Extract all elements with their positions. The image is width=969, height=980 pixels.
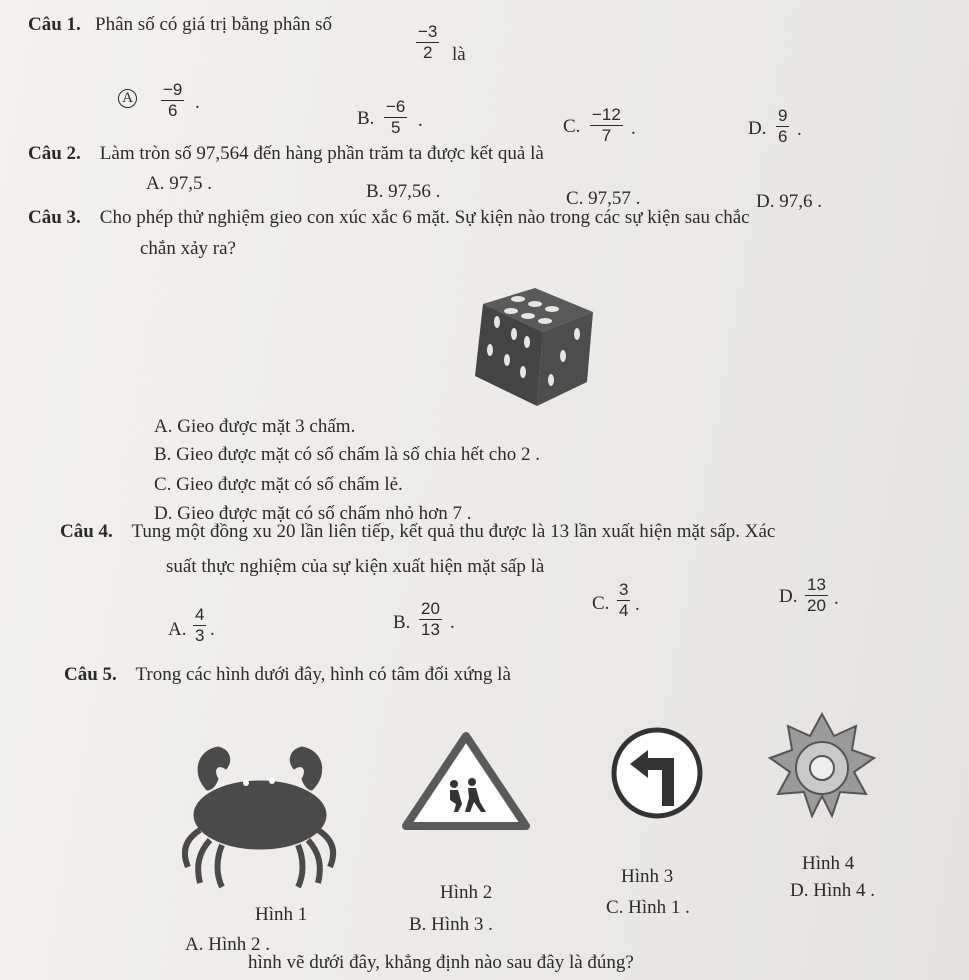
q3-label: Câu 3. bbox=[28, 207, 81, 228]
crab-eye bbox=[243, 780, 249, 786]
q4-option-b[interactable]: B. bbox=[393, 612, 411, 633]
question-3 bbox=[28, 207, 750, 229]
q5-option-a[interactable]: A. Hình 2 . bbox=[185, 934, 270, 955]
q1-option-b[interactable]: B. bbox=[357, 108, 375, 129]
q1-b-den: 5 bbox=[390, 118, 401, 137]
warning-sign-image bbox=[402, 732, 530, 832]
q1-c-tail: . bbox=[631, 118, 636, 139]
flower-image bbox=[768, 712, 876, 820]
q2-option-b[interactable]: B. 97,56 . bbox=[366, 181, 441, 202]
q1-c-num: −12 bbox=[592, 105, 621, 124]
q4-d-frac bbox=[805, 575, 828, 616]
q5-text: Trong các hình dưới đây, hình có tâm đối xứng là bbox=[135, 664, 511, 685]
q4-a-frac bbox=[193, 605, 206, 646]
q1-frac-num: −3 bbox=[418, 22, 438, 41]
question-5 bbox=[64, 664, 511, 686]
q1-c-frac bbox=[590, 105, 623, 146]
crab-left-claw bbox=[198, 747, 230, 790]
q4-d-num: 13 bbox=[807, 575, 826, 594]
q4-b-tail: . bbox=[450, 612, 455, 633]
question-6-partial: hình vẽ dưới đây, khẳng định nào sau đây là đúng? bbox=[248, 952, 634, 973]
q5-option-d[interactable]: D. Hình 4 . bbox=[790, 880, 875, 901]
q1-a-label: A bbox=[118, 89, 137, 108]
q4-b-den: 13 bbox=[421, 620, 440, 639]
q4-option-a[interactable]: A. bbox=[168, 619, 187, 640]
triangle-border bbox=[406, 736, 526, 826]
q3-option-b[interactable]: B. Gieo được mặt có số chấm là số chia hết cho 2 . bbox=[154, 444, 540, 465]
fig4-caption: Hình 4 bbox=[802, 853, 855, 874]
q1-d-num: 9 bbox=[778, 106, 788, 125]
q4-option-d[interactable]: D. bbox=[779, 586, 798, 607]
q1-option-a[interactable] bbox=[118, 86, 137, 108]
q1-b-frac bbox=[384, 97, 407, 138]
q5-label: Câu 5. bbox=[64, 664, 117, 685]
q4-label: Câu 4. bbox=[60, 521, 113, 542]
q1-label: Câu 1. bbox=[28, 14, 81, 35]
flower-center bbox=[810, 756, 834, 780]
q1-option-c[interactable]: C. bbox=[563, 116, 581, 137]
q1-d-tail: . bbox=[797, 119, 802, 140]
q1-a-tail: . bbox=[195, 92, 200, 113]
turn-left-sign-image bbox=[608, 724, 706, 822]
q4-d-den: 20 bbox=[807, 596, 826, 615]
fig3-caption: Hình 3 bbox=[621, 866, 674, 887]
q5-option-c[interactable]: C. Hình 1 . bbox=[606, 897, 690, 918]
q4-a-tail: . bbox=[210, 619, 215, 640]
question-2 bbox=[28, 143, 544, 165]
crab-right-claw bbox=[290, 747, 321, 790]
q3-option-c[interactable]: C. Gieo được mặt có số chấm lẻ. bbox=[154, 474, 403, 495]
q1-fraction bbox=[416, 22, 439, 63]
q3-line2: chắn xảy ra? bbox=[140, 238, 236, 259]
crab-body bbox=[194, 781, 326, 849]
q2-label: Câu 2. bbox=[28, 143, 81, 164]
q4-option-c[interactable]: C. bbox=[592, 593, 610, 614]
sign-circle bbox=[614, 730, 700, 816]
q1-b-tail: . bbox=[418, 110, 423, 131]
q2-option-c[interactable]: C. 97,57 . bbox=[566, 188, 641, 209]
q1-frac-den: 2 bbox=[422, 43, 433, 62]
q1-d-frac bbox=[776, 106, 789, 147]
q1-a-num: −9 bbox=[163, 80, 183, 99]
q4-a-num: 4 bbox=[195, 605, 205, 624]
dice-image bbox=[455, 282, 605, 412]
q1-d-den: 6 bbox=[778, 127, 788, 146]
q1-text: Phân số có giá trị bằng phân số bbox=[95, 14, 332, 35]
question-4 bbox=[60, 521, 775, 543]
q4-c-den: 4 bbox=[619, 601, 629, 620]
q3-option-a[interactable]: A. Gieo được mặt 3 chấm. bbox=[154, 416, 356, 437]
crab-eye bbox=[269, 778, 275, 784]
q4-line1: Tung một đồng xu 20 lần liên tiếp, kết quả thu được là 13 lần xuất hiện mặt sấp. Xác bbox=[131, 521, 776, 542]
q2-option-a[interactable]: A. 97,5 . bbox=[146, 173, 212, 194]
q4-c-tail: . bbox=[635, 594, 640, 615]
q4-b-num: 20 bbox=[421, 599, 440, 618]
q2-text: Làm tròn số 97,564 đến hàng phần trăm ta được kết quả là bbox=[99, 143, 544, 164]
question-1 bbox=[28, 14, 332, 36]
q4-b-frac bbox=[419, 599, 442, 640]
fig2-caption: Hình 2 bbox=[440, 882, 493, 903]
q4-d-tail: . bbox=[834, 588, 839, 609]
q5-option-b[interactable]: B. Hình 3 . bbox=[409, 914, 493, 935]
fig1-caption: Hình 1 bbox=[255, 904, 308, 925]
q4-a-den: 3 bbox=[195, 626, 205, 645]
q1-c-den: 7 bbox=[601, 126, 612, 145]
q1-option-d[interactable]: D. bbox=[748, 118, 767, 139]
q4-c-num: 3 bbox=[619, 580, 629, 599]
q1-b-num: −6 bbox=[386, 97, 406, 116]
q4-line2: suất thực nghiệm của sự kiện xuất hiện mặt sấp là bbox=[166, 556, 545, 577]
q1-a-frac bbox=[161, 80, 184, 121]
q2-option-d[interactable]: D. 97,6 . bbox=[756, 191, 822, 212]
q1-a-den: 6 bbox=[167, 101, 178, 120]
q1-after: là bbox=[452, 44, 466, 65]
q4-c-frac bbox=[617, 580, 630, 621]
crab-image bbox=[182, 735, 342, 895]
q3-line1: Cho phép thử nghiệm gieo con xúc xắc 6 mặt. Sự kiện nào trong các sự kiện sau chắc bbox=[99, 207, 750, 228]
q3-option-d[interactable]: D. Gieo được mặt có số chấm nhỏ hơn 7 . bbox=[154, 503, 472, 524]
